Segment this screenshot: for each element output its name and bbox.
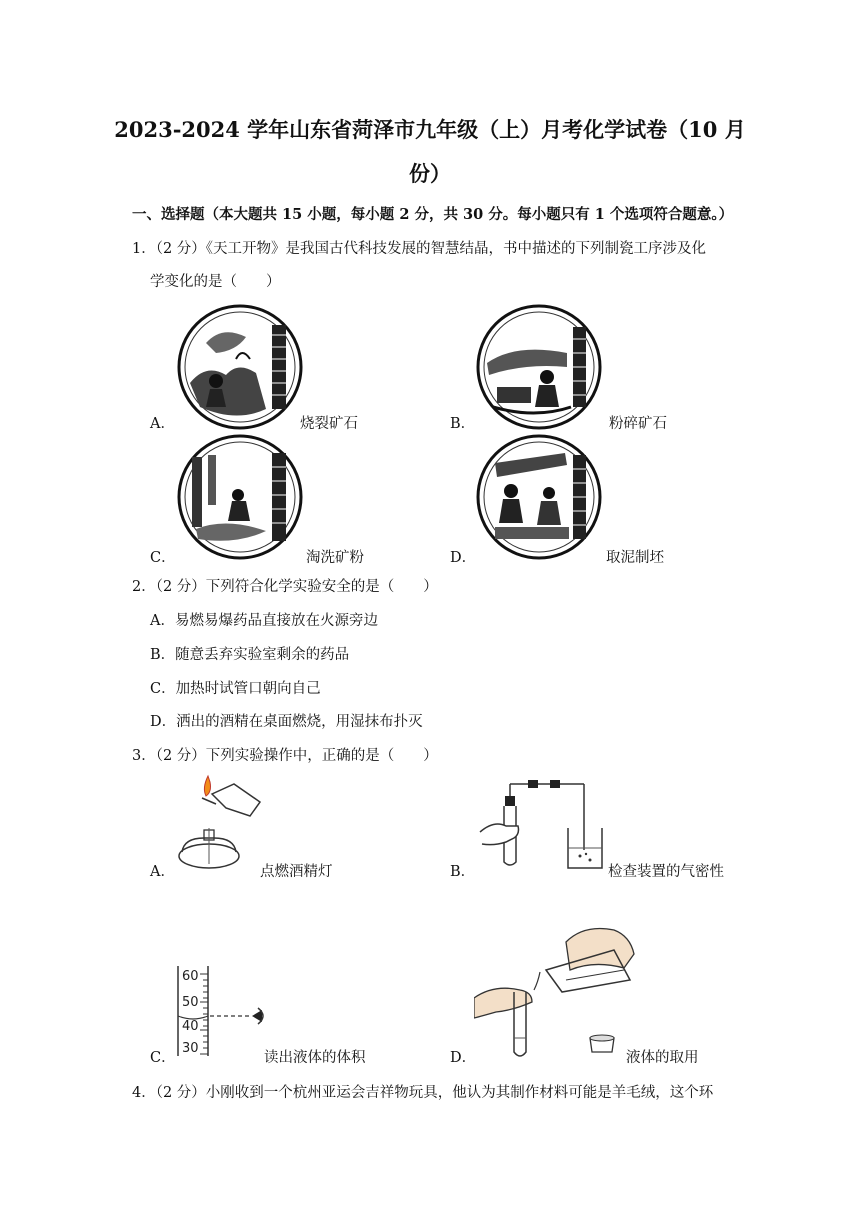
q2-stem: 2．（2 分）下列符合化学实验安全的是（ ） [132, 579, 438, 595]
q1-option-a-image [176, 303, 304, 435]
cylinder-tick-40: 40 [182, 1019, 199, 1034]
ore-crushing-illustration [475, 303, 603, 431]
q3-option-a-caption: 点燃酒精灯 [260, 864, 333, 880]
q1-option-c-caption: 淘洗矿粉 [306, 550, 364, 566]
q3-option-d-image [474, 920, 644, 1064]
cylinder-tick-60: 60 [182, 969, 199, 984]
liquid-pouring-illustration [474, 920, 644, 1060]
eye-icon [252, 1010, 262, 1022]
cylinder-tick-50: 50 [182, 995, 199, 1010]
q1-option-a-letter: A． [150, 416, 175, 432]
q3-option-c-letter: C． [150, 1050, 176, 1066]
q1-option-d-caption: 取泥制坯 [606, 550, 664, 566]
page-title-line1: 2023-2024 学年山东省菏泽市九年级（上）月考化学试卷（10 月 [114, 117, 746, 142]
q1-option-d-image [475, 433, 603, 565]
q3-option-a-image [172, 774, 268, 874]
alcohol-lamp-illustration [172, 774, 268, 870]
q3-option-a-letter: A． [150, 864, 175, 880]
q3-option-b-caption: 检查装置的气密性 [608, 864, 724, 880]
q3-option-d-letter: D． [450, 1050, 477, 1066]
q3-stem: 3．（2 分）下列实验操作中，正确的是（ ） [132, 748, 438, 764]
q3-option-b-image [474, 774, 608, 876]
q2-option-a: A．易燃易爆药品直接放在火源旁边 [150, 613, 378, 629]
q2-option-c: C．加热时试管口朝向自己 [150, 681, 321, 697]
q1-option-c-image [176, 433, 304, 565]
q1-stem-line2: 学变化的是（ ） [150, 274, 281, 290]
q1-option-b-caption: 粉碎矿石 [609, 416, 667, 432]
q2-option-b: B．随意丢弃实验室剩余的药品 [150, 647, 350, 663]
q1-stem-line1: 1．（2 分）《天工开物》是我国古代科技发展的智慧结晶，书中描述的下列制瓷工序涉及化 [132, 241, 707, 257]
ore-washing-illustration [176, 433, 304, 561]
q1-option-b-letter: B． [450, 416, 476, 432]
q1-option-b-image [475, 303, 603, 435]
q1-option-c-letter: C． [150, 550, 176, 566]
q1-option-a-caption: 烧裂矿石 [300, 416, 358, 432]
section-heading: 一、选择题（本大题共 15 小题，每小题 2 分，共 30 分。每小题只有 1 个选项符合题意。） [132, 206, 734, 223]
q3-option-d-caption: 液体的取用 [626, 1050, 699, 1066]
q3-option-c-image [174, 964, 274, 1064]
q3-option-b-letter: B． [450, 864, 476, 880]
page-title-line2: 份） [409, 161, 451, 186]
airtightness-check-illustration [474, 774, 608, 872]
q4-stem: 4．（2 分）小刚收到一个杭州亚运会吉祥物玩具，他认为其制作材料可能是羊毛绒，这个环 [132, 1085, 714, 1101]
ore-burning-illustration [176, 303, 304, 431]
q3-option-c-caption: 读出液体的体积 [264, 1050, 366, 1066]
q2-option-d: D．洒出的酒精在桌面燃烧，用湿抹布扑灭 [150, 714, 423, 730]
cylinder-tick-30: 30 [182, 1041, 199, 1056]
clay-molding-illustration [475, 433, 603, 561]
graduated-cylinder-illustration [174, 964, 274, 1060]
q1-option-d-letter: D． [450, 550, 477, 566]
